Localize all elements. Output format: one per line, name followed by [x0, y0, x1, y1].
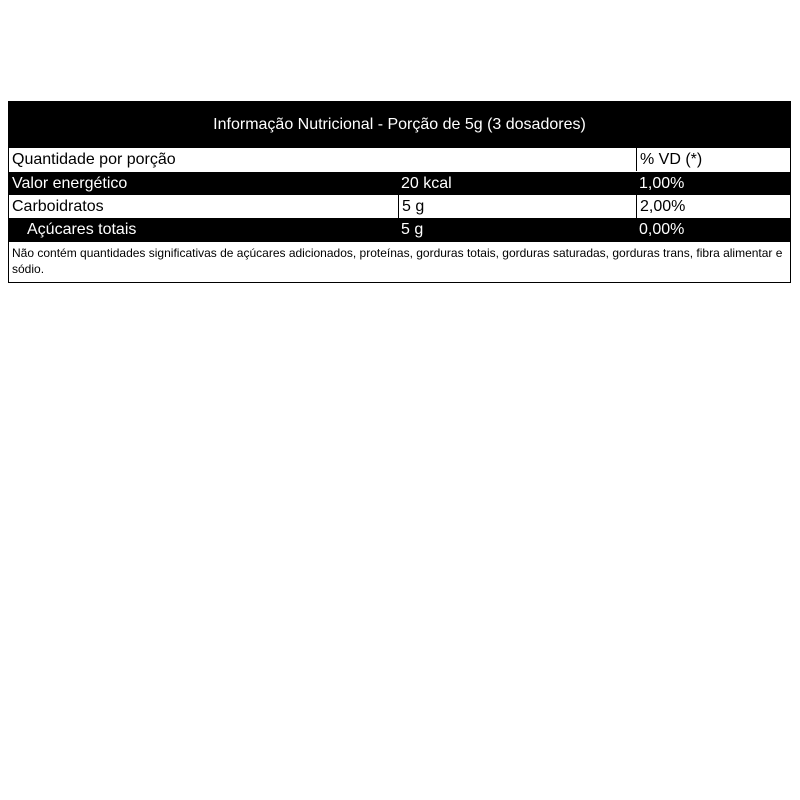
- table-row: [9, 218, 790, 241]
- nutrient-amount: 5 g: [401, 221, 424, 238]
- table-title: Informação Nutricional - Porção de 5g (3 dosadores): [213, 115, 586, 133]
- nutrient-amount: 20 kcal: [401, 175, 452, 192]
- table-title-bar: [9, 102, 790, 147]
- nutrition-facts-table: [8, 101, 791, 283]
- nutrient-amount: 5 g: [398, 195, 636, 218]
- header-row: [9, 147, 790, 172]
- nutrient-vd: 1,00%: [639, 175, 685, 192]
- table-row: [9, 172, 790, 195]
- nutrient-name: Carboidratos: [12, 198, 104, 215]
- nutrient-name: Açúcares totais: [27, 221, 137, 238]
- vd-header: % VD (*): [636, 148, 790, 171]
- nutrient-vd: 2,00%: [636, 195, 790, 218]
- table-row: [9, 195, 790, 218]
- footnote: Não contém quantidades significativas de açúcares adicionados, proteínas, gorduras totais, gorduras saturadas, gorduras trans, fibra alimentar e sódio.: [9, 241, 790, 282]
- quantity-header: Quantidade por porção: [12, 151, 176, 168]
- nutrient-name: Valor energético: [12, 175, 128, 192]
- nutrient-vd: 0,00%: [639, 221, 685, 238]
